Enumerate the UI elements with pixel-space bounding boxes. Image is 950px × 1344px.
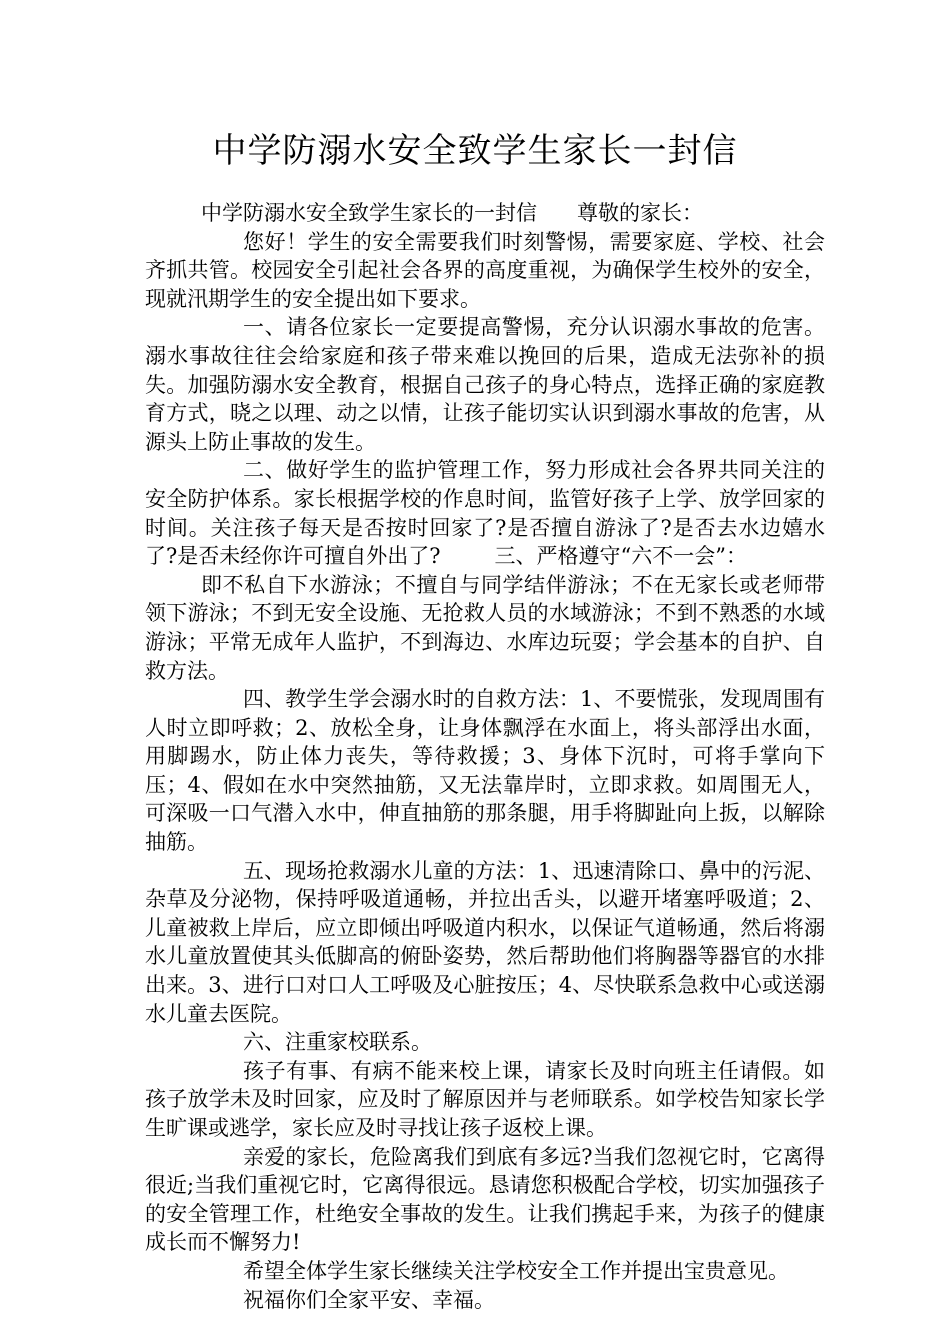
item-6-heading: 六、注重家校联系。 (243, 1030, 432, 1055)
item-6-paragraph: 孩子有事、有病不能来校上课，请家长及时向班主任请假。如孩子放学未及时回家，应及时了解原因并与老师联系。如学校告知家长学生旷课或逃学，家长应及时寻找让孩子返校上课。 (145, 1058, 825, 1140)
closing-paragraph: 亲爱的家长，危险离我们到底有多远?当我们忽视它时，它离得很近;当我们重视它时，它离得很远。恳请您积极配合学校，切实加强孩子的安全管理工作，杜绝安全事故的发生。让我们携起手来，为孩子的健康成长而不懈努力! (145, 1144, 825, 1255)
item-3-paragraph: 即不私自下水游泳；不擅自与同学结伴游泳；不在无家长或老师带领下游泳；不到无安全设施、无抢救人员的水域游泳；不到不熟悉的水域游泳；平常无成年人监护，不到海边、水库边玩耍；学会基本的自护、自救方法。 (145, 572, 825, 683)
intro-heading: 中学防溺水安全致学生家长的一封信 (201, 201, 537, 225)
item-4-paragraph: 四、教学生学会溺水时的自救方法：1、不要慌张，发现周围有人时立即呼救；2、放松全身，让身体飘浮在水面上，将头部浮出水面，用脚踢水，防止体力丧失，等待救援；3、身体下沉时，可将手掌向下压；4、假如在水中突然抽筋，又无法靠岸时，立即求救。如周围无人，可深吸一口气潜入水中，伸直抽筋的那条腿，用手将脚趾向上扳，以解除抽筋。 (145, 687, 825, 855)
closing-hope: 希望全体学生家长继续关注学校安全工作并提出宝贵意见。 (243, 1258, 789, 1283)
salutation: 尊敬的家长： (577, 201, 703, 225)
letter-body (145, 199, 825, 1314)
closing-blessing: 祝福你们全家平安、幸福。 (243, 1287, 495, 1312)
item-5-paragraph: 五、现场抢救溺水儿童的方法：1、迅速清除口、鼻中的污泥、杂草及分泌物，保持呼吸道通畅，并拉出舌头，以避开堵塞呼吸道；2、儿童被救上岸后，应立即倾出呼吸道内积水，以保证气道畅通，然后将溺水儿童放置使其头低脚高的俯卧姿势，然后帮助他们将胸器等器官的水排出来。3、进行口对口人工呼吸及心脏按压；4、尽快联系急救中心或送溺水儿童去医院。 (145, 858, 825, 1026)
intro-line (145, 199, 825, 228)
document-title: 中学防溺水安全致学生家长一封信 (212, 131, 738, 171)
item-3-heading: 三、严格遵守“六不一会”： (494, 544, 748, 569)
item-1-paragraph: 一、请各位家长一定要提高警惕，充分认识溺水事故的危害。溺水事故往往会给家庭和孩子带来难以挽回的后果，造成无法弥补的损失。加强防溺水安全教育，根据自己孩子的身心特点，选择正确的家庭教育方式，晓之以理、动之以情，让孩子能切实认识到溺水事故的危害，从源头上防止事故的发生。 (145, 315, 825, 454)
item-2-text: 二、做好学生的监护管理工作，努力形成社会各界共同关注的安全防护体系。家长根据学校的作息时间，监管好孩子上学、放学回家的时间。关注孩子每天是否按时回家了?是否擅自游泳了?是否去水边嬉水了?是否未经你许可擅自外出了? (145, 458, 825, 569)
greeting-paragraph: 您好！学生的安全需要我们时刻警惕，需要家庭、学校、社会齐抓共管。校园安全引起社会各界的高度重视，为确保学生校外的安全，现就汛期学生的安全提出如下要求。 (145, 229, 825, 311)
item-2-paragraph (145, 456, 825, 570)
